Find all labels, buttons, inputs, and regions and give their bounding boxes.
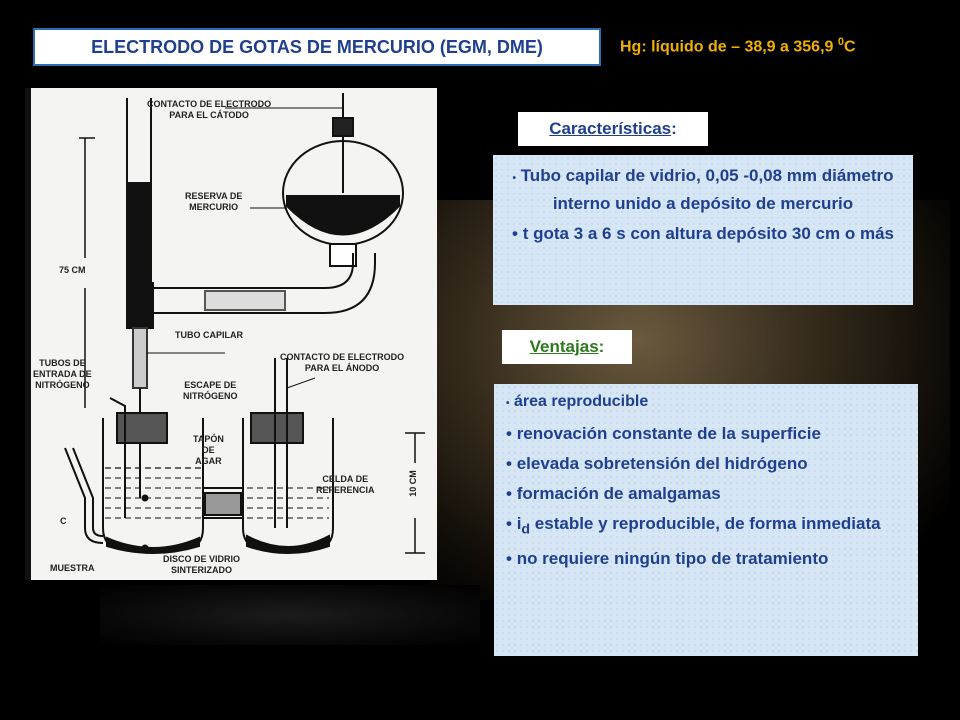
- label-c-text: C: [60, 516, 67, 526]
- label-escape: [183, 380, 238, 402]
- label-tapon-l2: DE: [202, 445, 215, 455]
- label-10cm-text: 10 CM: [407, 470, 418, 497]
- label-muestra: [50, 563, 95, 574]
- label-celda-l1: CELDA DE: [322, 474, 369, 484]
- ventajas-item-text: formación de amalgamas: [516, 484, 721, 503]
- label-disco-l1: DISCO DE VIDRIO: [163, 554, 241, 564]
- label-tubos-entrada-l3: NITRÓGENO: [35, 380, 90, 390]
- label-tapon: [193, 434, 224, 467]
- ventajas-item-text: no requiere ningún tipo de tratamiento: [516, 549, 829, 569]
- label-reserva-l2: MERCURIO: [189, 202, 239, 212]
- bullet-icon: •: [506, 398, 510, 409]
- label-muestra-text: MUESTRA: [50, 563, 95, 573]
- label-contacto-anodo-l1: CONTACTO DE ELECTRODO: [280, 352, 405, 362]
- ventajas-item-id: • $i_d$ estable y reproducible, de forma inmediata: [506, 514, 881, 538]
- ventajas-item-text: estable y reproducible, de forma inmediata: [530, 514, 881, 533]
- label-contacto-catodo-l2: PARA EL CÁTODO: [169, 110, 249, 120]
- ventajas-item-text: elevada sobretensión del hidrógeno: [516, 454, 808, 473]
- ventajas-heading: [502, 330, 632, 364]
- label-contacto-catodo-l1: CONTACTO DE ELECTRODO: [147, 99, 272, 109]
- bullet-icon: •: [512, 173, 516, 184]
- hg-note-sup: 0: [837, 36, 844, 48]
- caracteristicas-item-text: t gota 3 a 6 s con altura depósito 30 cm o más: [522, 224, 894, 243]
- label-tapon-l1: TAPÓN: [193, 434, 224, 444]
- caracteristicas-heading: [518, 112, 708, 146]
- label-75cm-text: 75 CM: [59, 265, 86, 275]
- caracteristicas-item-text: Tubo capilar de vidrio, 0,05 -0,08 mm diámetro interno unido a depósito de mercurio: [520, 166, 894, 213]
- label-contacto-anodo-l2: PARA EL ÁNODO: [304, 363, 380, 373]
- dme-diagram: [25, 88, 437, 580]
- label-tubos-entrada: [33, 358, 92, 391]
- ventajas-heading-colon: :: [598, 337, 605, 356]
- id-symbol: i: [516, 514, 522, 533]
- label-reserva-l1: RESERVA DE: [185, 191, 243, 201]
- label-tubo-capilar: [175, 330, 243, 341]
- hg-note: [620, 36, 856, 56]
- id-subscript: d: [521, 521, 531, 538]
- label-disco: [163, 554, 240, 576]
- label-contacto-anodo: [280, 352, 404, 374]
- label-escape-l1: ESCAPE DE: [184, 380, 237, 390]
- caracteristicas-item: [503, 163, 903, 216]
- label-celda-l2: REFERENCIA: [316, 485, 375, 495]
- ventajas-item-text: renovación constante de la superficie: [516, 424, 821, 443]
- ventajas-item-text: área reproducible: [513, 393, 649, 410]
- caracteristicas-heading-text: Características: [549, 119, 672, 138]
- hg-note-unit: C: [843, 38, 856, 56]
- ventajas-item: • no requiere ningún tipo de tratamiento: [506, 549, 829, 569]
- label-10cm: [408, 470, 419, 497]
- label-disco-l2: SINTERIZADO: [171, 565, 233, 575]
- ventajas-item: • elevada sobretensión del hidrógeno: [506, 454, 808, 473]
- label-tapon-l3: AGAR: [195, 456, 222, 466]
- label-c: [60, 516, 67, 527]
- hg-note-text: Hg: líquido de – 38,9 a 356,9: [620, 38, 838, 56]
- label-75cm: [59, 265, 86, 276]
- caracteristicas-item: • t gota 3 a 6 s con altura depósito 30 cm o más: [512, 224, 894, 243]
- ventajas-item: [506, 390, 906, 416]
- ventajas-heading-text: Ventajas: [529, 337, 599, 356]
- label-celda: [316, 474, 375, 496]
- label-tubo-capilar-text: TUBO CAPILAR: [175, 330, 243, 340]
- ventajas-item: • renovación constante de la superficie: [506, 424, 821, 443]
- slide-title: [33, 28, 601, 66]
- label-contacto-catodo: [147, 99, 271, 121]
- label-tubos-entrada-l2: ENTRADA DE: [33, 369, 92, 379]
- ventajas-panel: [494, 384, 918, 656]
- slide-title-text: ELECTRODO DE GOTAS DE MERCURIO (EGM, DME): [91, 36, 543, 57]
- label-reserva: [185, 191, 242, 213]
- background-shadow: [100, 585, 480, 645]
- caracteristicas-panel: [493, 155, 913, 305]
- label-escape-l2: NITRÓGENO: [183, 391, 238, 401]
- label-tubos-entrada-l1: TUBOS DE: [39, 358, 86, 368]
- ventajas-item: • formación de amalgamas: [506, 484, 721, 503]
- caracteristicas-heading-colon: :: [671, 119, 677, 138]
